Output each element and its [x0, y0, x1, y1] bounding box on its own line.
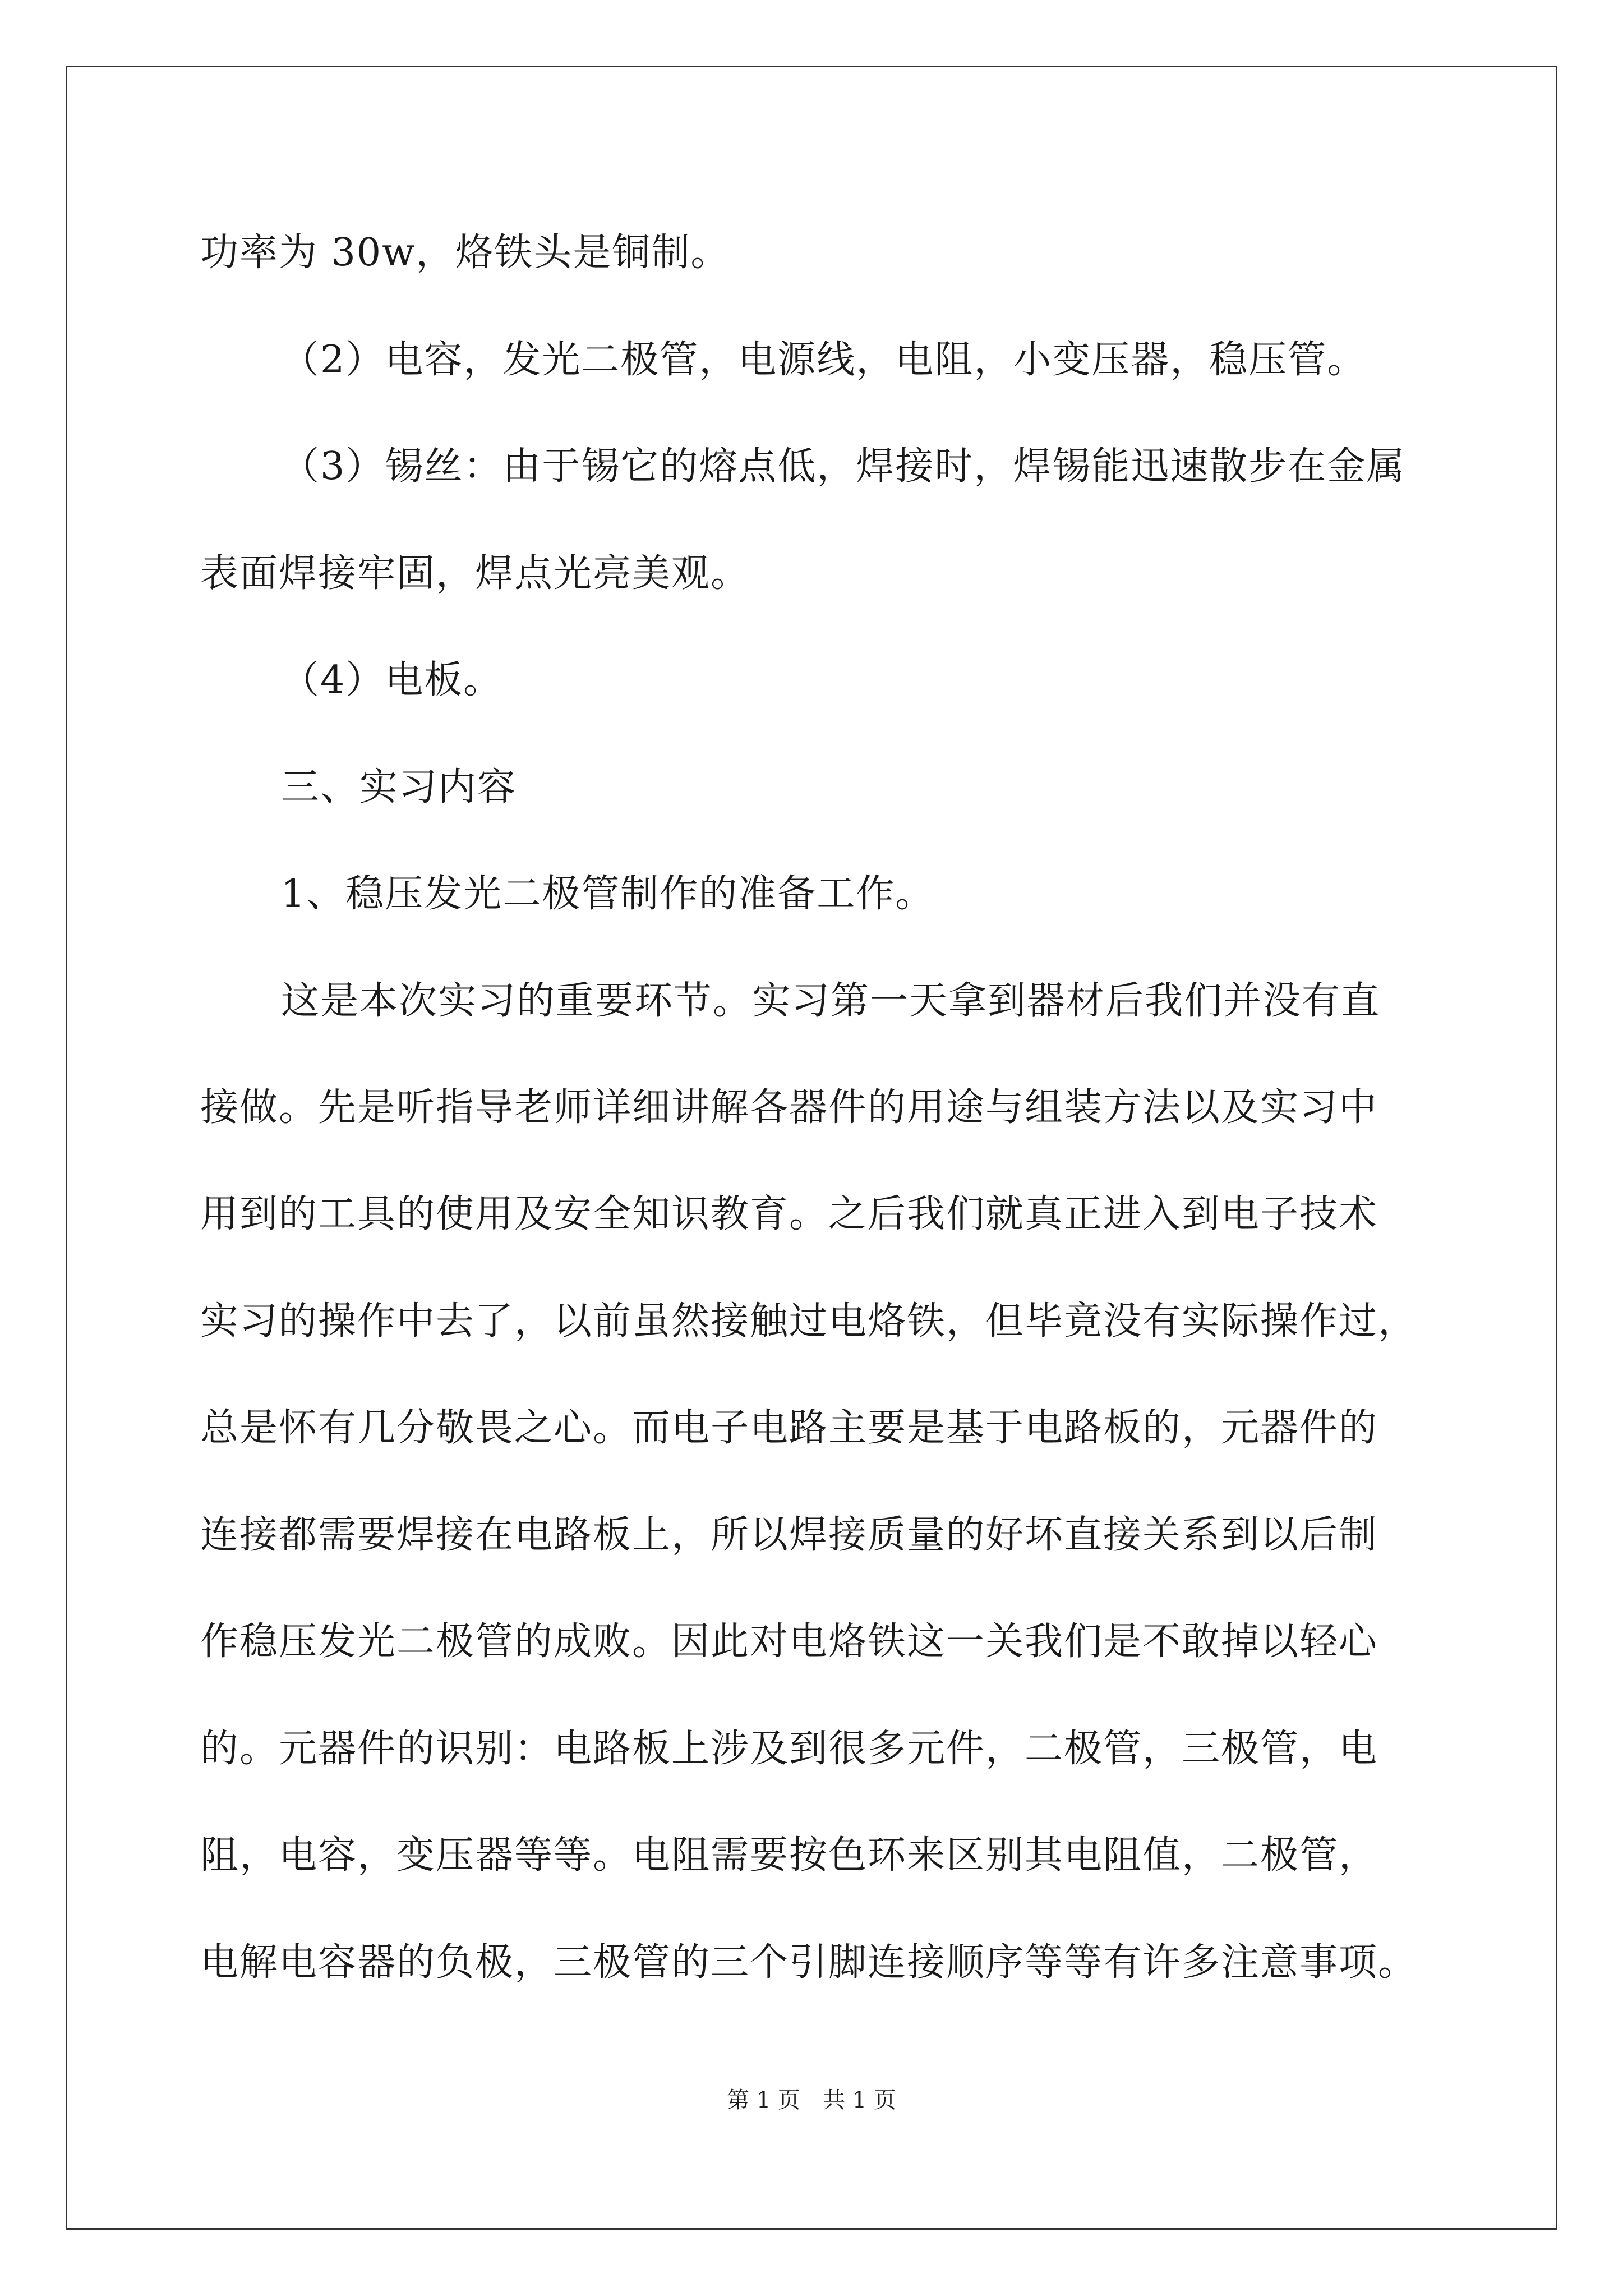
page-number-footer: 第 1 页 共 1 页: [727, 2087, 896, 2113]
page-border: [66, 66, 1557, 2230]
paragraph-line: 连接都需要焊接在电路板上，所以焊接质量的好坏直接关系到以后制: [200, 1513, 1378, 1557]
paragraph-line: 这是本次实习的重要环节。实习第一天拿到器材后我们并没有直: [281, 979, 1381, 1023]
text-line: 表面焊接牢固，焊点光亮美观。: [200, 551, 750, 596]
section-heading: 三、实习内容: [281, 765, 517, 809]
paragraph-line: 总是怀有几分敬畏之心。而电子电路主要是基于电路板的，元器件的: [200, 1406, 1378, 1450]
list-item: （3）锡丝：由于锡它的熔点低，焊接时，焊锡能迅速散步在金属: [281, 444, 1406, 489]
paragraph-line: 电解电容器的负极，三极管的三个引脚连接顺序等等有许多注意事项。: [200, 1940, 1418, 1985]
list-item: （2）电容，发光二极管，电源线，电阻，小变压器，稳压管。: [281, 338, 1367, 382]
subsection-heading: 1、稳压发光二极管制作的准备工作。: [281, 872, 935, 916]
paragraph-line: 用到的工具的使用及安全知识教育。之后我们就真正进入到电子技术: [200, 1192, 1378, 1236]
paragraph-line: 接做。先是听指导老师详细讲解各器件的用途与组装方法以及实习中: [200, 1085, 1378, 1130]
list-item: （4）电板。: [281, 658, 503, 702]
paragraph-line: 阻，电容，变压器等等。电阻需要按色环来区别其电阻值，二极管，: [200, 1833, 1378, 1878]
paragraph-line: 实习的操作中去了，以前虽然接触过电烙铁，但毕竟没有实际操作过，: [200, 1299, 1418, 1343]
paragraph-line: 作稳压发光二极管的成败。因此对电烙铁这一关我们是不敢掉以轻心: [200, 1619, 1378, 1664]
text-line: 功率为 30w，烙铁头是铜制。: [200, 231, 730, 275]
paragraph-line: 的。元器件的识别：电路板上涉及到很多元件，二极管，三极管，电: [200, 1727, 1378, 1771]
